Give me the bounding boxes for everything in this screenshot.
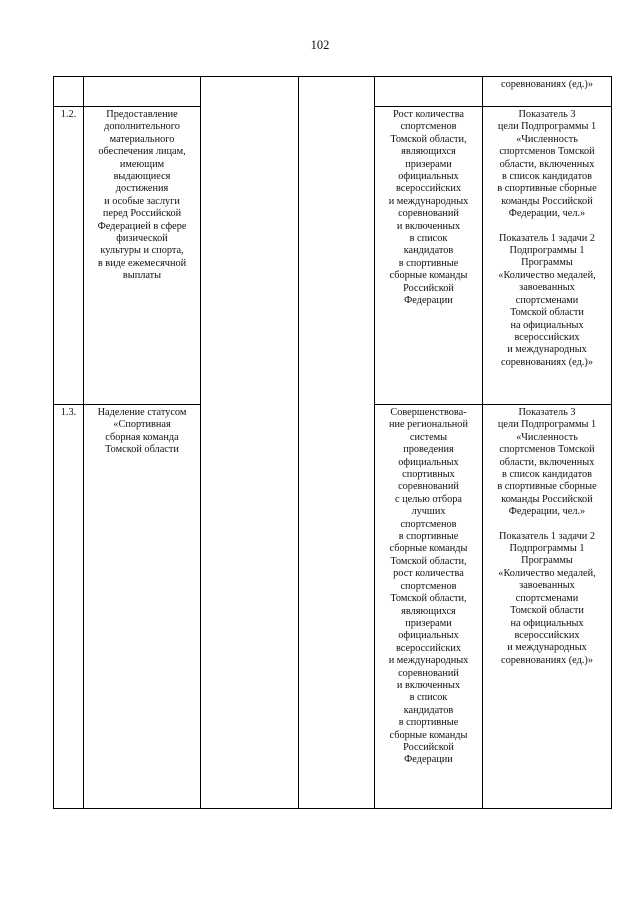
indicator-cell [483,405,612,809]
row-number [54,77,84,107]
result-cell [375,77,483,107]
merged-empty-cell [299,77,375,809]
program-measures-table [53,76,612,809]
indicator-text: соревнованиях (ед.)» [501,79,593,90]
indicator-text: Показатель 1 задачи 2 Подпрограммы 1 Программы «Количество медалей, завоеванных спортсменами Томской области на официальных всероссийских и международных соревнованиях (ед.)» [498,530,596,666]
indicator-text: Показатель 3 цели Подпрограммы 1 «Численность спортсменов Томской области, включенных в список кандидатов в спортивные сборные команды Российской Федерации, чел.» [497,109,597,220]
indicator-cell [483,107,612,405]
measure-cell [84,77,201,107]
result-cell: Совершенствова- ние региональной системы проведения официальных спортивных соревнований с целью отбора лучших спортсменов в спортивные сборные команды Томской области, рост количества спортсменов Томской области, являющихся призерами официальных всероссийских и международных соревнований и включенных в список кандидатов в спортивные сборные команды Российской Федерации [375,405,483,809]
row-number: 1.2. [54,107,84,405]
row-number: 1.3. [54,405,84,809]
indicator-text: Показатель 3 цели Подпрограммы 1 «Численность спортсменов Томской области, включенных в список кандидатов в спортивные сборные команды Российской Федерации, чел.» [497,407,597,518]
result-cell: Рост количества спортсменов Томской области, являющихся призерами официальных всероссийских и международных соревнований и включенных в список кандидатов в спортивные сборные команды Российской Федерации [375,107,483,405]
measure-cell: Предоставление дополнительного материального обеспечения лицам, имеющим выдающиеся достижения и особые заслуги перед Российской Федерацией в сфере физической культуры и спорта, в виде ежемесячной выплаты [84,107,201,405]
table-row [54,77,612,107]
merged-empty-cell [201,77,299,809]
indicator-text: Показатель 1 задачи 2 Подпрограммы 1 Программы «Количество медалей, завоеванных спортсменами Томской области на официальных всероссийских и международных соревнованиях (ед.)» [498,232,596,368]
indicator-cell [483,77,612,107]
measure-cell: Наделение статусом «Спортивная сборная команда Томской области [84,405,201,809]
page-number: 102 [310,38,330,52]
